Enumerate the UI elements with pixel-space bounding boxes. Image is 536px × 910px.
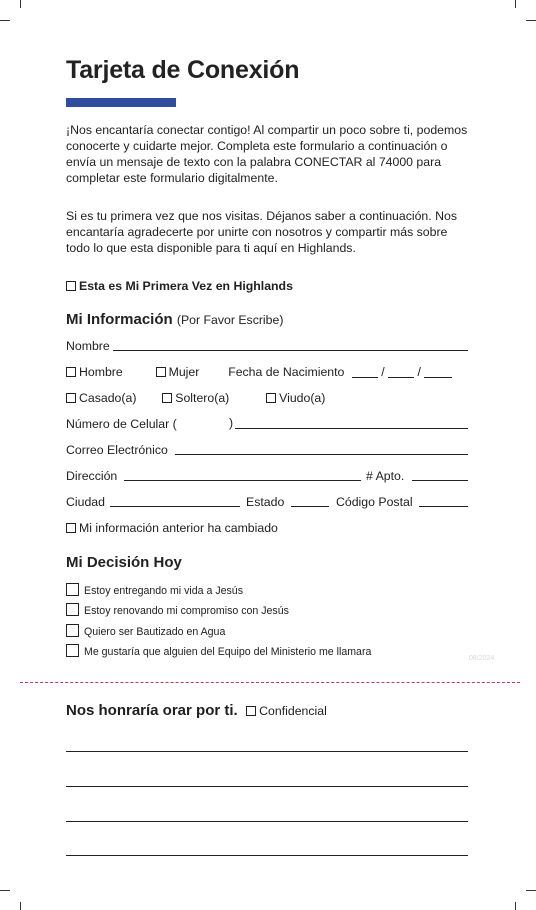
female-option[interactable] bbox=[156, 365, 200, 379]
address-label: Dirección bbox=[66, 469, 118, 483]
zip-field[interactable] bbox=[419, 506, 468, 507]
prayer-heading: Nos honraría orar por ti. bbox=[66, 702, 238, 719]
crop-mark bbox=[515, 0, 516, 8]
checkbox-icon[interactable] bbox=[156, 367, 166, 377]
dob-year-field[interactable] bbox=[424, 367, 452, 378]
male-label: Hombre bbox=[79, 365, 123, 379]
decision-heading: Mi Decisión Hoy bbox=[66, 554, 182, 571]
cell-row bbox=[66, 417, 177, 431]
intro-paragraph: ¡Nos encantaría conectar contigo! Al compartir un poco sobre ti, podemos conocerte y cuidarte mejor. Completa este formulario a continuación o envía un mensaje de texto con la palabra CONECTAR al 74000 para completar este formulario digitalmente. bbox=[66, 123, 468, 185]
decision-option-label: Estoy entregando mi vida a Jesús bbox=[84, 585, 243, 597]
prayer-line[interactable] bbox=[66, 821, 468, 822]
prayer-header bbox=[66, 702, 327, 720]
decision-option[interactable] bbox=[66, 603, 289, 617]
gender-dob-row bbox=[66, 365, 452, 379]
widowed-option[interactable] bbox=[266, 391, 325, 405]
checkbox-icon[interactable] bbox=[66, 523, 76, 533]
male-option[interactable] bbox=[66, 365, 123, 379]
page-title: Tarjeta de Conexión bbox=[66, 56, 300, 84]
title-accent-bar bbox=[66, 98, 176, 107]
info-heading bbox=[66, 311, 283, 328]
checkbox-icon[interactable] bbox=[66, 624, 79, 637]
checkbox-icon[interactable] bbox=[66, 367, 76, 377]
prayer-line[interactable] bbox=[66, 786, 468, 787]
decision-option[interactable] bbox=[66, 624, 225, 638]
crop-mark bbox=[526, 20, 536, 21]
prayer-line[interactable] bbox=[66, 855, 468, 856]
checkbox-icon[interactable] bbox=[246, 706, 256, 716]
email-row bbox=[66, 443, 168, 457]
single-option[interactable] bbox=[162, 391, 229, 405]
female-label: Mujer bbox=[168, 365, 200, 379]
crop-mark bbox=[515, 902, 516, 910]
zip-label: Código Postal bbox=[336, 495, 413, 509]
decision-option-label: Quiero ser Bautizado en Agua bbox=[84, 626, 226, 638]
decision-option-label: Me gustaría que alguien del Equipo del Ministerio me llamara bbox=[84, 646, 372, 658]
state-field[interactable] bbox=[291, 506, 329, 507]
city-label: Ciudad bbox=[66, 495, 105, 509]
address-row bbox=[66, 469, 117, 483]
first-time-option[interactable] bbox=[66, 279, 293, 293]
married-option[interactable] bbox=[66, 391, 136, 405]
decision-option[interactable] bbox=[66, 644, 371, 658]
name-label: Nombre bbox=[66, 339, 110, 353]
info-changed-label: Mi información anterior ha cambiado bbox=[79, 521, 278, 535]
marital-row bbox=[66, 391, 325, 405]
crop-mark bbox=[20, 902, 21, 910]
confidential-label: Confidencial bbox=[259, 704, 327, 718]
tear-off-divider bbox=[20, 682, 520, 683]
city-field[interactable] bbox=[110, 506, 240, 507]
checkbox-icon[interactable] bbox=[266, 393, 276, 403]
confidential-option[interactable] bbox=[246, 704, 327, 718]
apt-field[interactable] bbox=[412, 480, 468, 481]
decision-option[interactable] bbox=[66, 583, 243, 597]
prayer-line[interactable] bbox=[66, 751, 468, 752]
info-changed-option[interactable] bbox=[66, 521, 278, 535]
single-label: Soltero(a) bbox=[175, 391, 230, 405]
info-subheading: (Por Favor Escribe) bbox=[176, 313, 284, 327]
married-label: Casado(a) bbox=[79, 391, 137, 405]
crop-mark bbox=[526, 890, 536, 891]
checkbox-icon[interactable] bbox=[66, 393, 76, 403]
crop-mark bbox=[0, 20, 10, 21]
name-field[interactable] bbox=[113, 350, 468, 351]
checkbox-icon[interactable] bbox=[66, 583, 79, 596]
dob-label: Fecha de Nacimiento bbox=[228, 365, 345, 379]
dob-day-field[interactable] bbox=[388, 367, 414, 378]
apt-label: # Apto. bbox=[366, 469, 405, 483]
checkbox-icon[interactable] bbox=[66, 603, 79, 616]
widowed-label: Viudo(a) bbox=[279, 391, 326, 405]
decision-option-label: Estoy renovando mi compromiso con Jesús bbox=[84, 605, 289, 617]
email-label: Correo Electrónico bbox=[66, 443, 168, 457]
welcome-paragraph: Si es tu primera vez que nos visitas. Déjanos saber a continuación. Nos encantaría agradecerte por unirte con nosotros y compartir más sobre todo lo que esta disponible para ti aquí en Highlands. bbox=[66, 209, 457, 255]
info-heading-text: Mi Información bbox=[66, 311, 173, 328]
email-field[interactable] bbox=[175, 454, 468, 455]
cell-paren-close: ) bbox=[229, 416, 234, 430]
cell-field[interactable] bbox=[235, 428, 468, 429]
checkbox-icon[interactable] bbox=[66, 281, 76, 291]
name-row bbox=[66, 339, 110, 353]
crop-mark bbox=[0, 890, 10, 891]
address-field[interactable] bbox=[124, 480, 361, 481]
checkbox-icon[interactable] bbox=[66, 644, 79, 657]
checkbox-icon[interactable] bbox=[162, 393, 172, 403]
dob-slash: / bbox=[381, 365, 385, 379]
city-row bbox=[66, 495, 105, 509]
cell-label: Número de Celular ( bbox=[66, 417, 177, 431]
dob-slash: / bbox=[417, 365, 421, 379]
dob-month-field[interactable] bbox=[352, 367, 378, 378]
first-time-label: Esta es Mi Primera Vez en Highlands bbox=[79, 279, 293, 293]
version-stamp: 08/2024 bbox=[469, 655, 495, 662]
crop-mark bbox=[20, 0, 21, 8]
state-label: Estado bbox=[246, 495, 285, 509]
